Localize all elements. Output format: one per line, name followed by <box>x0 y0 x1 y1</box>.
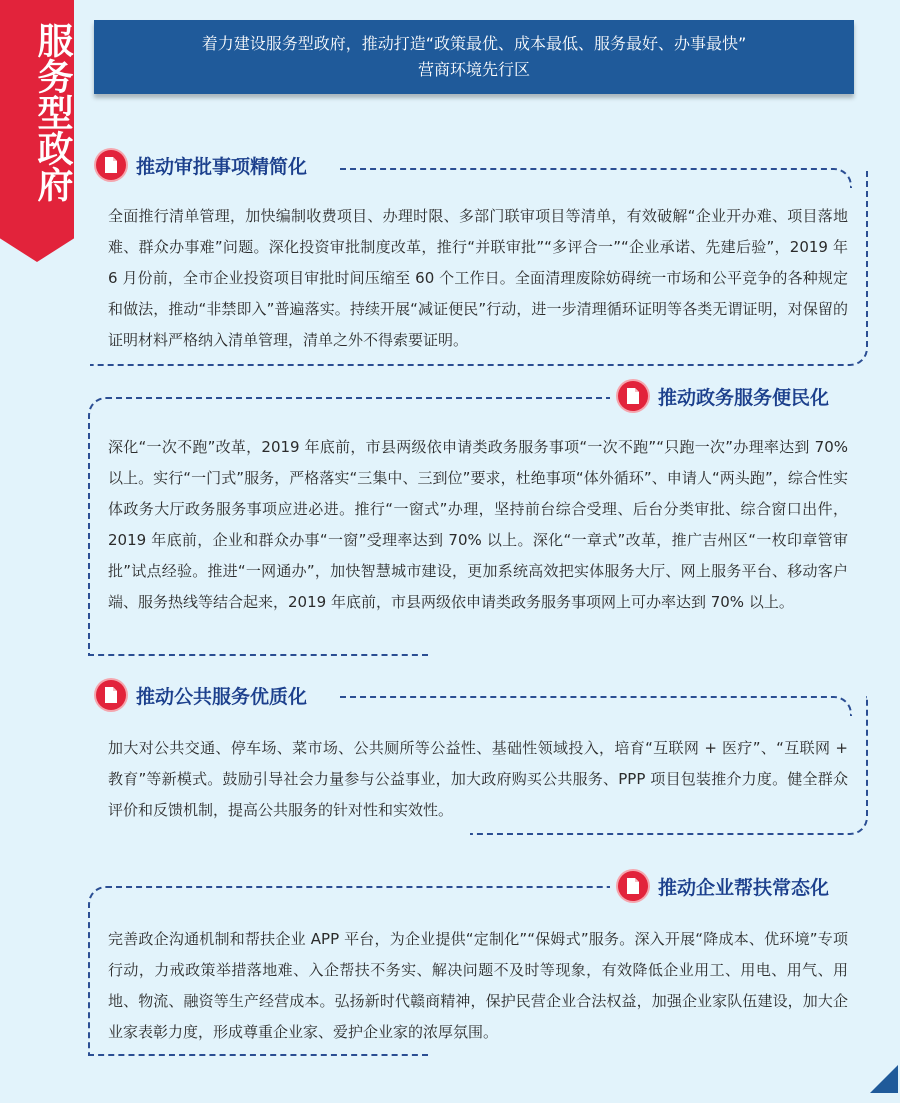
section-1-top-edge <box>340 168 852 188</box>
section-4-heading <box>618 871 829 901</box>
section-2-heading <box>618 381 829 411</box>
document-icon <box>96 680 126 710</box>
document-icon <box>618 871 648 901</box>
section-2-body: 深化“一次不跑”改革，2019 年底前，市县两级依申请类政务服务事项“一次不跑”“只跑一次”办理率达到 70% 以上。实行“一门式”服务，严格落实“三集中、三到位”要求，杜绝事项“体外循环”、申请人“两头跑”，综合性实体政务大厅政务服务事项应进必进。推行“一窗式”办理，坚持前台综合受理、后台分类审批、综合窗口出件，2019 年底前，企业和群众办事“一窗”受理率达到 70% 以上。深化“一章式”改革，推广吉州区“一枚印章管审批”试点经验。推进“一网通办”，加快智慧城市建设，更加系统高效把实体服务大厅、网上服务平台、移动客户端、服务热线等结合起来，2019 年底前，市县两级依申请类政务服务事项网上可办率达到 70% 以上。 <box>108 438 848 611</box>
header-banner <box>94 20 854 94</box>
section-4-bottom-edge <box>88 1054 428 1056</box>
section-3-body: 加大对公共交通、停车场、菜市场、公共厕所等公益性、基础性领域投入，培育“互联网 + 医疗”、“互联网 + 教育”等新模式。鼓励引导社会力量参与公益事业，加大政府购买公共服务、PPP 项目包装推介力度。健全群众评价和反馈机制，提高公共服务的针对性和实效性。 <box>108 739 848 819</box>
section-2-bottom-edge <box>88 654 428 656</box>
section-1-title: 推动审批事项精简化 <box>136 155 308 178</box>
header-line-1: 着力建设服务型政府，推动打造“政策最优、成本最低、服务最好、办事最快” <box>201 34 747 53</box>
section-3-heading <box>96 680 307 710</box>
section-3-top-edge <box>340 696 852 716</box>
section-3-title: 推动公共服务优质化 <box>136 685 308 708</box>
section-2-title: 推动政务服务便民化 <box>658 386 830 409</box>
section-4-title: 推动企业帮扶常态化 <box>658 876 830 899</box>
section-1-heading <box>96 150 307 180</box>
section-1-body: 全面推行清单管理，加快编制收费项目、办理时限、多部门联审项目等清单，有效破解“企业开办难、项目落地难、群众办事难”问题。深化投资审批制度改革，推行“并联审批”“多评合一”“企业承诺、先建后验”，2019 年 6 月份前，全市企业投资项目审批时间压缩至 60 个工作日。全面清理废除妨碍统一市场和公平竞争的各种规定和做法，推动“非禁即入”普遍落实。持续开展“减证便民”行动，进一步清理循环证明等各类无谓证明，对保留的证明材料严格纳入清单管理，清单之外不得索要证明。 <box>108 207 848 349</box>
side-label: 服务型政府 <box>32 22 73 202</box>
document-icon <box>96 150 126 180</box>
document-icon <box>618 381 648 411</box>
section-4-body: 完善政企沟通机制和帮扶企业 APP 平台，为企业提供“定制化”“保姆式”服务。深入开展“降成本、优环境”专项行动，力戒政策举措落地难、入企帮扶不务实、解决问题不及时等现象，有效降低企业用工、用电、用气、用地、物流、融资等生产经营成本。弘扬新时代赣商精神，保护民营企业合法权益，加强企业家队伍建设，加大企业家表彰力度，形成尊重企业家、爱护企业家的浓厚氛围。 <box>108 930 848 1041</box>
triangle-arrow-icon[interactable] <box>870 1065 898 1093</box>
header-line-2: 营商环境先行区 <box>417 60 530 79</box>
